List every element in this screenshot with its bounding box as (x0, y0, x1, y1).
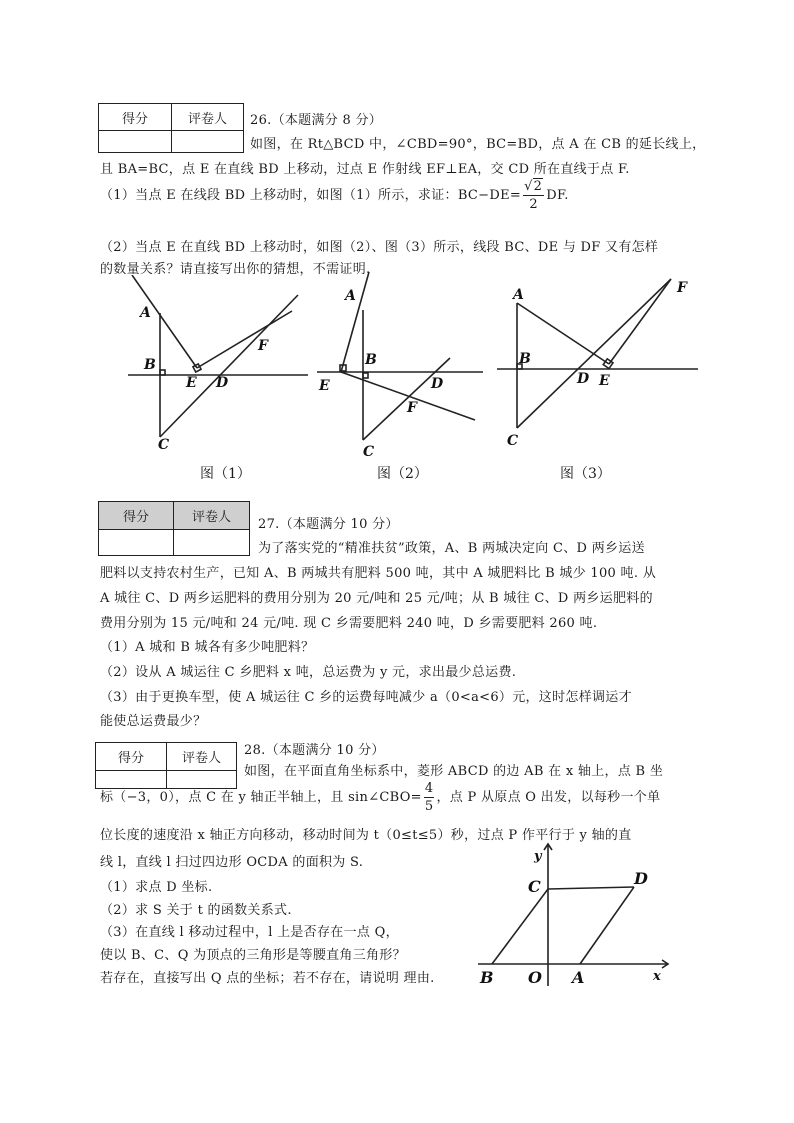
q28-part3-line3: 若存在，直接写出 Q 点的坐标；若不存在，请说明 理由. (100, 971, 435, 986)
ray-ef (197, 311, 292, 368)
q28-line2 (100, 782, 660, 813)
q28-part3-line2: 使以 B、C、Q 为顶点的三角形是等腰直角三角形？ (100, 948, 406, 963)
label-c: C (507, 433, 519, 449)
score-label: 得分 (99, 104, 172, 131)
q26-part2-line2: 的数量关系？请直接写出你的猜想，不需证明. (100, 262, 371, 277)
q26-line2: 且 BA=BC，点 E 在直线 BD 上移动，过点 E 作射线 EF⊥EA，交 CD 所在直线于点 F. (100, 162, 630, 177)
label-b: B (144, 357, 156, 373)
q26-score-box (98, 103, 244, 153)
q28-coordinate-figure (478, 840, 674, 988)
q28-line1: 如图，在平面直角坐标系中，菱形 ABCD 的边 AB 在 x 轴上，点 B 坐 (244, 764, 664, 779)
figure-2-caption: 图（2） (377, 466, 428, 482)
figure-3 (495, 275, 700, 460)
q28-line4: 线 l，直线 l 扫过四边形 OCDA 的面积为 S. (100, 855, 364, 870)
figure-1 (120, 275, 310, 460)
q27-score-box (98, 501, 250, 556)
label-a: A (513, 287, 524, 303)
side-da (580, 887, 634, 964)
q27-part3-line1: （3）由于更换车型，使 A 城运往 C 乡的运费每吨减少 a（0<a<6）元，这时怎样调运才 (100, 690, 632, 705)
label-o: O (528, 968, 542, 987)
grader-cell[interactable] (174, 530, 250, 556)
grader-label: 评卷人 (172, 104, 244, 131)
grader-label: 评卷人 (174, 502, 250, 530)
q28-part2: （2）求 S 关于 t 的函数关系式. (100, 903, 292, 918)
q26-part1-prefix: （1）当点 E 在线段 BD 上移动时，如图（1）所示，求证：BC−DE= (100, 188, 522, 203)
q27-part3-line2: 能使总运费最少？ (100, 714, 207, 729)
q28-header: 28.（本题满分 10 分） (244, 743, 385, 758)
ray-ef (609, 279, 671, 364)
q28-line3: 位长度的速度沿 x 轴正方向移动，移动时间为 t（0≤t≤5）秒，过点 P 作平行于 y 轴的直 (100, 828, 632, 843)
q27-part2: （2）设从 A 城运往 C 乡肥料 x 吨，总运费为 y 元，求出最少总运费. (100, 665, 517, 680)
label-c: C (363, 444, 375, 460)
label-d: D (634, 869, 648, 888)
q26-part1 (100, 180, 569, 211)
label-f: F (258, 338, 268, 354)
label-b: B (365, 352, 377, 368)
label-a: A (345, 288, 356, 304)
fraction-numerator: 4 (424, 781, 434, 796)
ray-ae (132, 275, 197, 368)
right-angle-b (363, 373, 368, 378)
label-b: B (480, 968, 494, 987)
q28-part1: （1）求点 D 坐标. (100, 880, 213, 895)
fraction-numerator: 2 (533, 179, 543, 194)
q28-part3-line1: （3）在直线 l 移动过程中，l 上是否存在一点 Q， (100, 925, 399, 940)
q27-line2: 肥料以支持农村生产，已知 A、B 两城共有肥料 500 吨，其中 A 城肥料比 B 城少 100 吨. 从 (100, 566, 656, 581)
label-c: C (158, 437, 170, 453)
label-d: D (216, 375, 229, 391)
label-e: E (186, 375, 197, 391)
label-d: D (431, 376, 444, 392)
q27-header: 27.（本题满分 10 分） (258, 517, 399, 532)
figure-3-caption: 图（3） (560, 466, 611, 482)
fraction-denominator: 2 (529, 197, 538, 212)
q26-line1: 如图，在 Rt△BCD 中，∠CBD=90°，BC=BD，点 A 在 CB 的延长线上， (250, 137, 706, 152)
label-a: A (140, 305, 151, 321)
label-f: F (677, 280, 687, 296)
label-e: E (599, 373, 610, 389)
label-a: A (572, 968, 585, 987)
label-y: y (534, 849, 542, 864)
side-cd (548, 887, 634, 889)
q26-part2-line1: （2）当点 E 在直线 BD 上移动时，如图（2）、图（3）所示，线段 BC、DE 与 DF 又有怎样 (100, 240, 659, 255)
q27-line4: 费用分别为 15 元/吨和 24 元/吨. 现 C 乡需要肥料 240 吨，D 乡需要肥料 260 吨. (100, 616, 598, 631)
label-c: C (528, 877, 541, 896)
q27-line1: 为了落实党的“精准扶贫”政策，A、B 两城决定向 C、D 两乡运送 (258, 541, 645, 556)
q26-part1-suffix: DF. (546, 188, 569, 203)
score-cell[interactable] (99, 131, 172, 153)
sqrt2-over-2-fraction: $\frac{√2}{2}$ (524, 179, 543, 212)
q26-header: 26.（本题满分 8 分） (250, 113, 383, 128)
grader-cell[interactable] (172, 131, 244, 153)
score-label: 得分 (96, 743, 167, 771)
label-x: x (653, 969, 661, 984)
score-label: 得分 (99, 502, 174, 530)
q27-line3: A 城往 C、D 两乡运肥料的费用分别为 20 元/吨和 25 元/吨；从 B 城往 C、D 两乡运肥料的 (100, 591, 653, 606)
label-f: F (407, 400, 417, 416)
label-d: D (577, 371, 590, 387)
q28-line2-prefix: 标（−3，0），点 C 在 y 轴正半轴上，且 sin∠CBO= (100, 790, 422, 805)
label-b: B (519, 351, 531, 367)
q28-line2-suffix: ，点 P 从原点 O 出发，以每秒一个单 (436, 790, 661, 805)
side-bc (492, 889, 548, 964)
score-cell[interactable] (99, 530, 174, 556)
label-e: E (319, 378, 330, 394)
fraction-denominator: 5 (424, 799, 434, 814)
figure-1-caption: 图（1） (200, 466, 251, 482)
grader-label: 评卷人 (167, 743, 237, 771)
q27-part1: （1）A 城和 B 城各有多少吨肥料？ (100, 640, 315, 655)
figure-2 (315, 270, 485, 465)
four-fifths-fraction (424, 782, 435, 813)
line-cf (160, 295, 298, 437)
right-angle-b (160, 370, 165, 375)
